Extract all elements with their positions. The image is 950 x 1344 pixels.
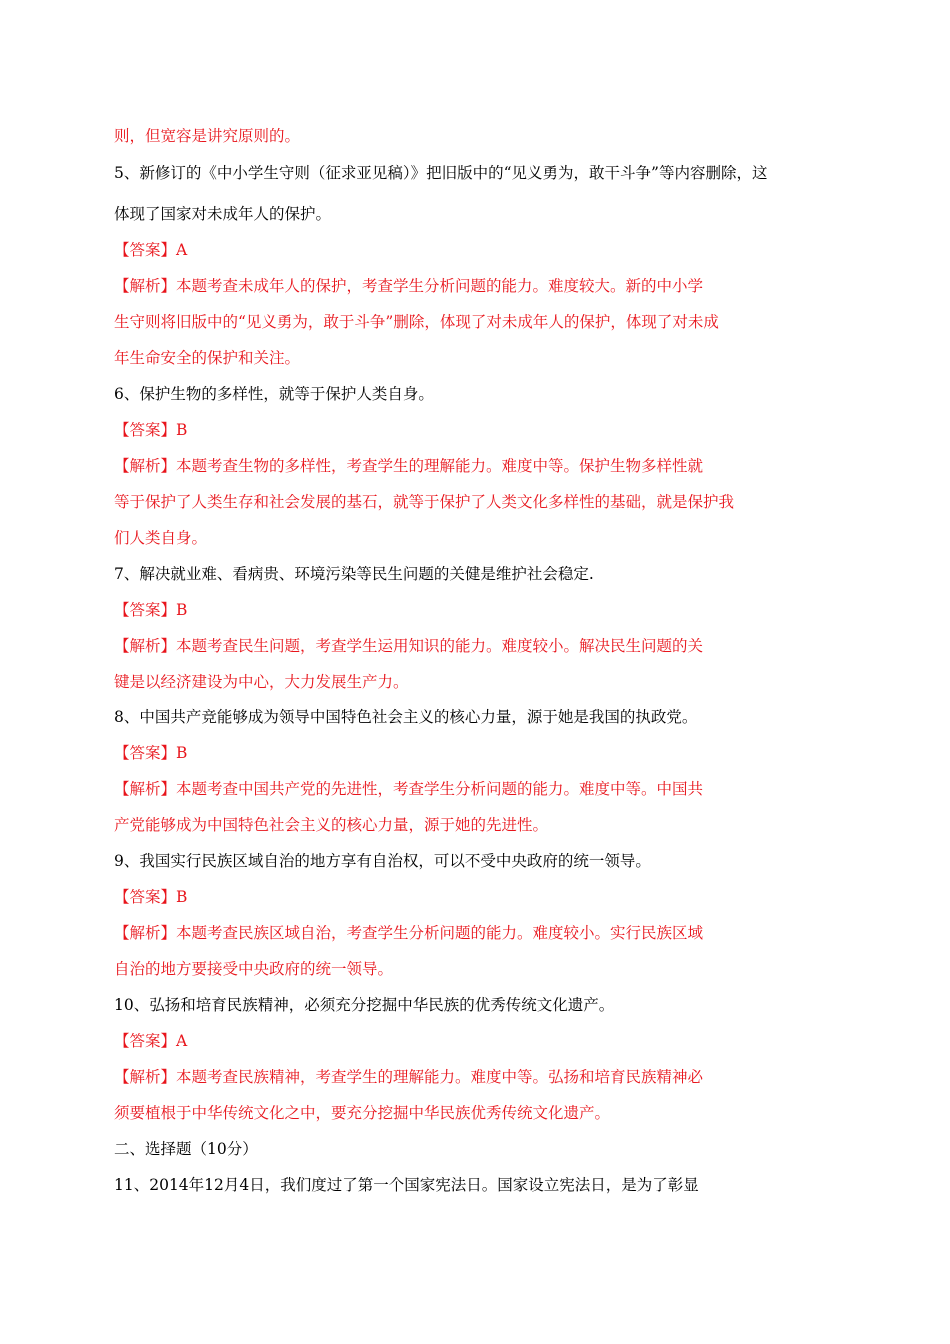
explanation-line: 【解析】本题考查中国共产党的先进性，考查学生分析问题的能力。难度中等。中国共 <box>114 780 704 798</box>
answer-label: 【答案】A <box>114 1032 188 1050</box>
explanation-line: 【解析】本题考查未成年人的保护，考查学生分析问题的能力。难度较大。新的中小学 <box>114 277 704 295</box>
question-10-line: 10、弘扬和培育民族精神，必须充分挖掘中华民族的优秀传统文化遗产。 <box>114 996 615 1014</box>
explanation-line: 【解析】本题考查生物的多样性，考查学生的理解能力。难度中等。保护生物多样性就 <box>114 457 704 475</box>
question-9-line: 9、我国实行民族区域自治的地方享有自治权，可以不受中央政府的统一领导。 <box>114 852 651 870</box>
section-heading: 二、选择题（10分） <box>114 1140 258 1158</box>
question-8-line: 8、中国共产竞能够成为领导中国特色社会主义的核心力量，源于她是我国的执政党。 <box>114 708 698 726</box>
explanation-line: 须要植根于中华传统文化之中，要充分挖掘中华民族优秀传统文化遗产。 <box>114 1104 611 1122</box>
explanation-line: 生守则将旧版中的“见义勇为，敢于斗争”删除，体现了对未成年人的保护，体现了对未成 <box>114 313 719 331</box>
question-11-line: 11、2014年12月4日，我们度过了第一个国家宪法日。国家设立宪法日，是为了彰显 <box>114 1176 699 1194</box>
answer-label: 【答案】A <box>114 241 188 259</box>
answer-label: 【答案】B <box>114 601 188 619</box>
answer-label: 【答案】B <box>114 744 188 762</box>
explanation-line: 自治的地方要接受中央政府的统一领导。 <box>114 960 394 978</box>
question-5-line: 5、新修订的《中小学生守则（征求亚见稿）》把旧版中的“见义勇为，敢干斗争”等内容删除，这 <box>114 164 768 182</box>
explanation-line: 们人类自身。 <box>114 529 208 547</box>
explanation-line: 年生命安全的保护和关注。 <box>114 349 301 367</box>
explanation-line: 等于保护了人类生存和社会发展的基石，就等于保护了人类文化多样性的基础，就是保护我 <box>114 493 735 511</box>
text-line: 体现了国家对未成年人的保护。 <box>114 205 332 223</box>
explanation-line: 【解析】本题考查民族精神，考查学生的理解能力。难度中等。弘扬和培育民族精神必 <box>114 1068 704 1086</box>
question-6-line: 6、保护生物的多样性，就等于保护人类自身。 <box>114 385 434 403</box>
explanation-line: 产党能够成为中国特色社会主义的核心力量，源于她的先进性。 <box>114 816 549 834</box>
answer-label: 【答案】B <box>114 421 188 439</box>
explanation-line: 键是以经济建设为中心，大力发展生产力。 <box>114 673 409 691</box>
explanation-line: 【解析】本题考查民族区域自治，考查学生分析问题的能力。难度较小。实行民族区域 <box>114 924 704 942</box>
answer-label: 【答案】B <box>114 888 188 906</box>
question-7-line: 7、解决就业难、看病贵、环境污染等民生问题的关健是维护社会稳定. <box>114 565 594 583</box>
text-line: 则，但宽容是讲究原则的。 <box>114 127 301 145</box>
explanation-line: 【解析】本题考查民生问题，考查学生运用知识的能力。难度较小。解决民生问题的关 <box>114 637 704 655</box>
